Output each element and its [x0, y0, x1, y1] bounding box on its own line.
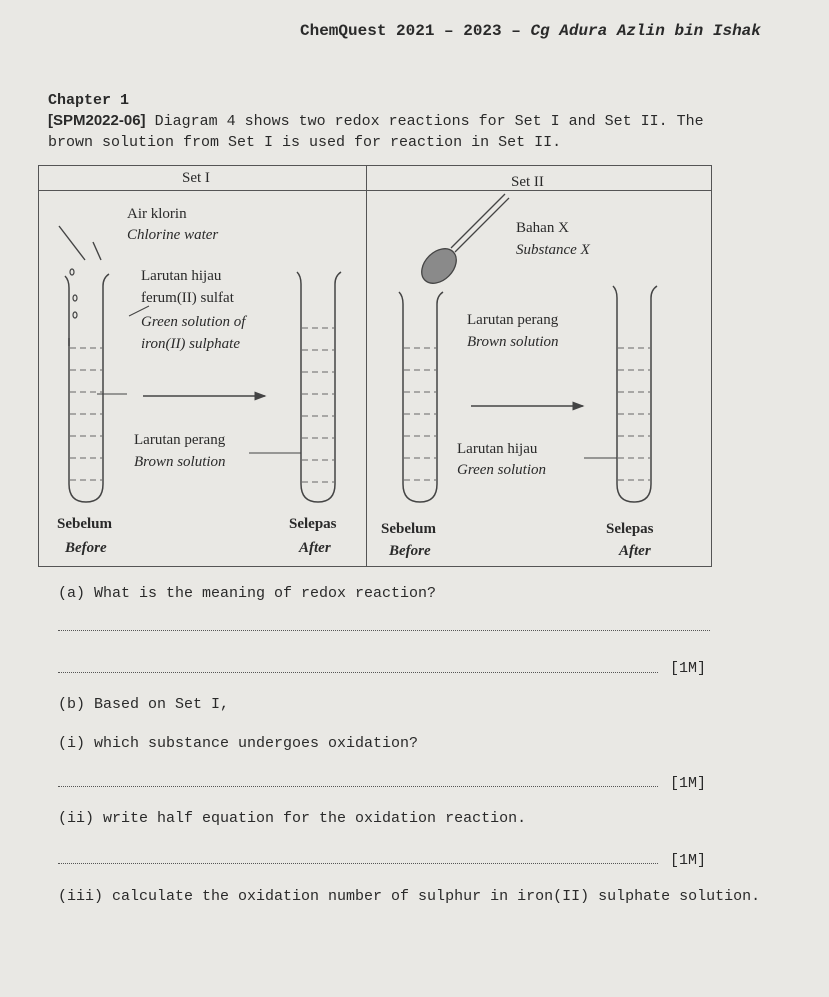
set1-after-english: After [299, 540, 331, 556]
page-header [300, 22, 761, 40]
set1-before-tube [65, 274, 109, 502]
set2-spatula-icon [415, 194, 509, 290]
set1-dropper [59, 226, 101, 260]
set1-after-tube [297, 272, 341, 502]
set2-end-english: Green solution [457, 462, 547, 478]
answer-line-b-i[interactable] [58, 786, 658, 787]
set2-reagent-malay: Bahan X [516, 220, 569, 236]
set2-after-english: After [619, 543, 651, 559]
set2-start-malay: Larutan perang [467, 312, 559, 328]
set1-start-english-1: Green solution of [141, 314, 246, 330]
set2-before-malay: Sebelum [381, 521, 437, 537]
set1-droplets [70, 269, 77, 318]
question-intro-text: Diagram 4 shows two redox reactions for Set I and Set II. The brown solution from Set I is used for reaction in Set II. [48, 113, 704, 151]
set2-start-english: Brown solution [467, 334, 559, 350]
set2-before-english: Before [389, 543, 431, 559]
answer-line-a1[interactable] [58, 630, 710, 631]
question-b-ii: (ii) write half equation for the oxidation reaction. [58, 810, 527, 827]
set1-end-malay: Larutan perang [134, 432, 226, 448]
diagram-table [38, 165, 712, 567]
set1-start-malay-1: Larutan hijau [141, 268, 222, 284]
question-code: [SPM2022-06] [48, 112, 146, 129]
set1-heading: Set I [182, 170, 210, 186]
question-b-iii: (iii) calculate the oxidation number of sulphur in iron(II) sulphate solution. [58, 888, 761, 905]
mark-a: [1M] [670, 660, 707, 677]
set1-start-malay-2: ferum(II) sulfat [141, 290, 234, 306]
answer-line-b-ii[interactable] [58, 863, 658, 864]
header-author: Cg Adura Azlin bin Ishak [530, 22, 761, 40]
set1-reagent-english: Chlorine water [127, 227, 219, 243]
set2-after-malay: Selepas [606, 521, 654, 537]
set2-reagent-english: Substance X [516, 242, 590, 258]
chapter-heading: Chapter 1 [48, 92, 130, 109]
set2-after-tube [613, 286, 657, 502]
question-intro [48, 110, 728, 153]
question-a: (a) What is the meaning of redox reaction? [58, 585, 437, 602]
mark-b-ii: [1M] [670, 852, 707, 869]
question-b-i: (i) which substance undergoes oxidation? [58, 735, 419, 752]
header-title: ChemQuest 2021 – 2023 – [300, 22, 531, 40]
question-b: (b) Based on Set I, [58, 696, 230, 713]
diagram-drawings [39, 166, 711, 566]
set2-end-malay: Larutan hijau [457, 441, 538, 457]
set1-reagent-malay: Air klorin [127, 206, 187, 222]
answer-line-a2[interactable] [58, 672, 658, 673]
set1-start-english-2: iron(II) sulphate [141, 336, 241, 352]
set1-before-malay: Sebelum [57, 516, 113, 532]
set1-end-english: Brown solution [134, 454, 226, 470]
set2-before-tube [399, 292, 443, 502]
mark-b-i: [1M] [670, 775, 707, 792]
set2-heading: Set II [511, 174, 544, 190]
set1-after-malay: Selepas [289, 516, 337, 532]
set1-before-english: Before [65, 540, 107, 556]
